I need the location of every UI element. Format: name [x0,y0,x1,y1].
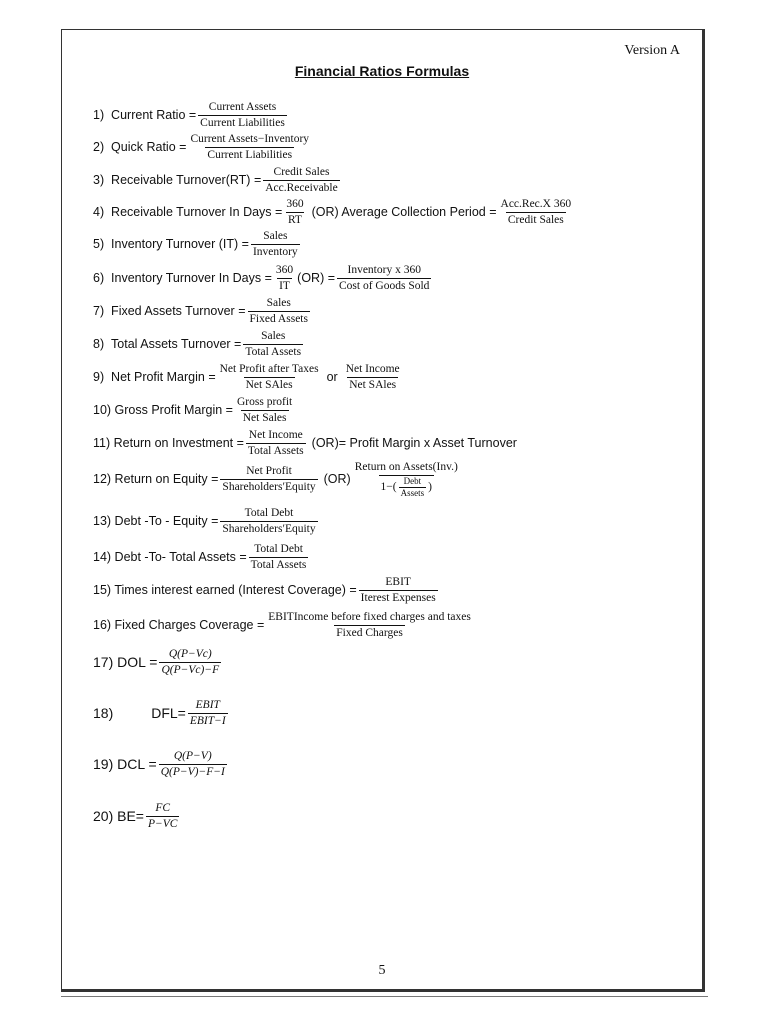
numerator: Gross profit [236,396,293,408]
numerator: Debt [403,475,422,486]
fraction [220,506,317,537]
formula-3 [93,165,342,196]
document-page [61,29,705,992]
numerator: Sales [266,297,291,309]
fraction [359,575,438,606]
formula-16 [93,610,475,641]
denominator: Assets [400,487,425,498]
denominator: Fixed Assets [249,312,308,325]
numerator: EBITIncome before fixed charges and taxes [268,611,471,623]
formula-2 [93,132,313,163]
formula-7 [93,296,312,327]
numerator: Net Profit [246,464,292,477]
denominator: Q(P−V)−F−I [160,765,225,778]
fraction [243,329,303,360]
formula-label: 16) Fixed Charges Coverage = [93,618,265,633]
formula-label: 10) Gross Profit Margin = [93,403,233,418]
numerator: Sales [261,330,286,342]
denominator: Current Liabilities [200,116,285,129]
formula-5 [93,229,302,260]
fraction [263,165,339,196]
fraction [499,197,574,228]
numerator: Sales [263,230,288,242]
denominator: Cost of Goods Sold [339,279,430,292]
formula-connector: (OR) Average Collection Period = [311,205,497,220]
formula-10 [93,395,296,426]
formula-9 [93,362,404,393]
formula-4 [93,197,575,228]
formula-18 [93,698,230,729]
denominator: Shareholders′Equity [222,522,316,535]
formula-label: 18) [93,705,114,722]
denominator: Current Liabilities [207,148,293,161]
numerator: Net Profit after Taxes [219,363,319,375]
numerator: EBIT [385,576,411,588]
fraction [220,464,317,495]
fraction [251,229,300,260]
numerator: Q(P−V) [173,750,212,762]
formula-19 [93,749,229,780]
page-bottom-rule [61,996,708,997]
denominator [379,475,434,499]
numerator: Net Income [248,429,303,441]
formula-12 [93,460,462,499]
formula-label: 6) Inventory Turnover In Days = [93,271,272,286]
fraction [337,263,431,294]
formula-connector: or [326,370,338,385]
formula-label: 7) Fixed Assets Turnover = [93,304,246,319]
denominator: Shareholders′Equity [222,480,316,493]
formula-label: 19) DCL = [93,756,157,773]
denominator: Fixed Charges [336,626,403,639]
formula-tail: (OR)= Profit Margin x Asset Turnover [311,436,517,451]
fraction [235,395,294,426]
formula-label: 15) Times interest earned (Interest Coverage) = [93,583,357,598]
formula-8 [93,329,305,360]
formula-label: 5) Inventory Turnover (IT) = [93,237,249,252]
formula-label-secondary: DFL= [151,705,186,722]
fraction [284,197,305,228]
fraction [266,610,473,641]
formula-1 [93,100,289,131]
denominator: Iterest Expenses [360,591,436,604]
formula-14 [93,542,310,573]
denominator: IT [279,279,290,292]
numerator: Total Debt [254,543,303,555]
fraction [274,263,295,294]
formula-label: 13) Debt -To - Equity = [93,514,219,529]
denominator-prefix: 1−( [380,480,397,493]
formula-20 [93,801,181,832]
inner-fraction [399,476,427,499]
formula-11 [93,428,517,459]
page-number: 5 [378,963,386,978]
formula-label: 2) Quick Ratio = [93,140,187,155]
numerator: Current Assets−Inventory [190,133,310,145]
formula-label: 3) Receivable Turnover(RT) = [93,173,262,188]
denominator: Inventory [252,245,298,258]
formula-17 [93,647,223,678]
formula-13 [93,506,320,537]
formula-label: 1) Current Ratio = [93,108,197,123]
fraction [159,749,227,780]
numerator: Current Assets [208,101,277,113]
numerator: Inventory x 360 [347,264,421,276]
denominator: Net Sales [242,411,287,424]
formula-label: 9) Net Profit Margin = [93,370,216,385]
numerator: Credit Sales [273,166,330,178]
fraction [248,296,310,327]
denominator: Credit Sales [507,213,564,226]
numerator: 360 [275,264,294,276]
denominator: Total Assets [250,558,307,571]
denominator: Acc.Receivable [265,181,338,194]
numerator: Total Debt [244,507,294,519]
denominator: EBIT−I [189,714,226,727]
fraction [344,362,402,393]
formula-label: 12) Return on Equity = [93,472,219,487]
formula-label: 20) BE= [93,808,144,825]
denominator: Net SAles [245,378,293,391]
denominator: Q(P−Vc)−F [161,663,220,676]
fraction [159,647,221,678]
denominator: Total Assets [245,345,302,358]
denominator: RT [287,213,302,226]
formula-label: 11) Return on Investment = [93,436,244,451]
formula-label: 14) Debt -To- Total Assets = [93,550,247,565]
denominator: Total Assets [247,444,304,457]
formula-15 [93,575,440,606]
version-label: Version A [624,43,680,58]
fraction [249,542,309,573]
numerator: Return on Assets(Inv.) [354,461,458,473]
denominator: P−VC [147,817,178,830]
fraction [218,362,321,393]
fraction [198,100,287,131]
fraction [246,428,306,459]
fraction [188,698,228,729]
formula-label: 8) Total Assets Turnover = [93,337,242,352]
fraction [146,801,179,832]
numerator: 360 [286,198,304,210]
formula-label: 4) Receivable Turnover In Days = [93,205,283,220]
numerator: Acc.Rec.X 360 [500,198,572,210]
formula-label: 17) DOL = [93,654,158,671]
numerator: Net Income [345,363,400,375]
fraction [353,460,460,499]
numerator: EBIT [195,699,220,711]
fraction [188,132,311,163]
denominator: Net SAles [349,378,397,391]
formula-connector: (OR) = [297,271,336,286]
page-title: Financial Ratios Formulas [294,63,470,79]
formula-6 [93,263,433,294]
numerator: Q(P−Vc) [168,648,212,660]
denominator-suffix: ) [428,480,432,493]
numerator: FC [155,802,171,814]
formula-connector: (OR) [323,472,351,487]
